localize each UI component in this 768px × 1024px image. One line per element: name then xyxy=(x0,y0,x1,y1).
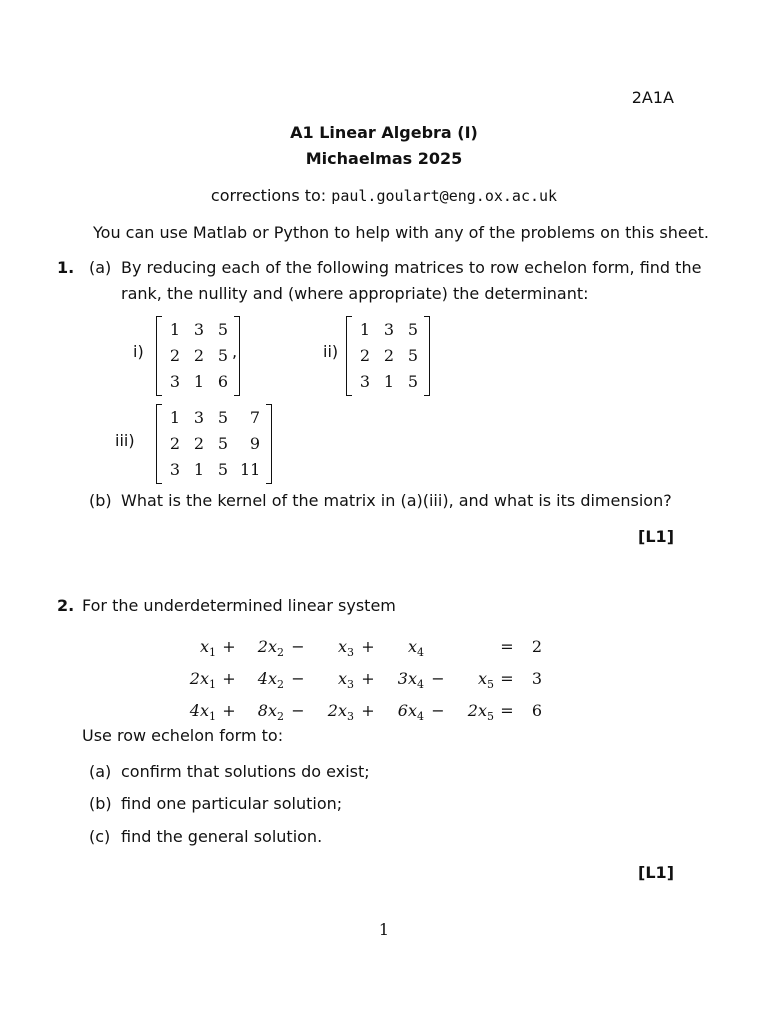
equation-term xyxy=(312,668,354,696)
equation-term xyxy=(382,636,424,664)
variable-x: x xyxy=(199,637,209,656)
equation-rhs: 3 xyxy=(531,669,542,689)
linear-system xyxy=(170,636,542,729)
matrix-cell: 5 xyxy=(217,346,228,365)
matrix-cell: 2 xyxy=(383,346,394,365)
variable-x: x xyxy=(337,669,347,689)
variable-index: 2 xyxy=(277,646,284,660)
variable-index: 5 xyxy=(487,710,494,724)
matrix-label-ii: ii) xyxy=(323,342,339,361)
equation-operator: + xyxy=(222,701,236,721)
equation-term: $2x_5$ xyxy=(467,701,494,724)
matrix-cell: 2 xyxy=(193,434,204,453)
matrix-cell: 2 xyxy=(169,346,180,365)
q1-number: 1. xyxy=(57,258,75,277)
variable-index: 3 xyxy=(347,710,354,724)
matrix-cell: 2 xyxy=(359,346,370,365)
variable-index: 1 xyxy=(209,710,216,724)
equation-operator: − xyxy=(431,701,445,721)
variable-index: 4 xyxy=(417,678,424,692)
variable-x: x xyxy=(199,669,209,689)
variable-index: 1 xyxy=(209,646,216,660)
variable-x: x xyxy=(477,669,487,689)
matrix-cell: 5 xyxy=(217,320,228,339)
q1-level: [L1] xyxy=(638,527,674,546)
equation-term: $4x_2$ xyxy=(257,669,284,692)
intro-text: You can use Matlab or Python to help with any of the problems on this sheet. xyxy=(93,223,709,242)
q2-number: 2. xyxy=(57,596,75,615)
matrix-cell: 2 xyxy=(193,346,204,365)
q1b-label: (b) xyxy=(89,491,112,510)
matrix-cell: 5 xyxy=(217,434,228,453)
variable-index: 1 xyxy=(209,678,216,692)
matrix-cell: 1 xyxy=(193,372,204,391)
matrix-cell: 7 xyxy=(249,408,260,427)
matrix-cell: 5 xyxy=(217,460,228,479)
equation-term: $6x_4$ xyxy=(397,701,424,724)
equation-term xyxy=(312,636,354,664)
equation-operator: − xyxy=(291,637,305,656)
equation-term: $2x_2$ xyxy=(257,637,284,660)
matrix-ii xyxy=(346,316,430,396)
equation-operator: + xyxy=(361,701,375,721)
variable-x: x xyxy=(267,669,277,689)
corrections-line xyxy=(0,188,768,204)
page-number: 1 xyxy=(378,920,390,939)
variable-index: 2 xyxy=(277,678,284,692)
equation-term: $4x_1$ xyxy=(189,701,216,724)
equation-term: $8x_2$ xyxy=(257,701,284,724)
variable-x: x xyxy=(337,637,347,656)
variable-index: 4 xyxy=(417,646,424,660)
matrix-iii xyxy=(156,404,272,484)
corrections-email[interactable]: paul.goulart@eng.ox.ac.uk xyxy=(331,187,558,205)
q1a-label: (a) xyxy=(89,258,112,277)
matrix-cell: 3 xyxy=(383,320,394,339)
variable-index: 3 xyxy=(347,646,354,660)
equation-operator: − xyxy=(291,701,305,721)
matrix-cell: 1 xyxy=(383,372,394,391)
sheet-term: Michaelmas 2025 xyxy=(305,149,463,168)
matrix-cell: 1 xyxy=(193,460,204,479)
variable-x: x xyxy=(199,701,209,721)
equation-term: $2x_1$ xyxy=(189,669,216,692)
variable-x: x xyxy=(477,701,487,721)
matrix-cell: 3 xyxy=(193,408,204,427)
equation-term xyxy=(452,668,494,696)
q1b-text: What is the kernel of the matrix in (a)(iii), and what is its dimension? xyxy=(121,491,672,510)
variable-x: x xyxy=(267,701,277,721)
q1a-text-line2: rank, the nullity and (where appropriate) the determinant: xyxy=(121,284,589,303)
equation-operator: + xyxy=(222,669,236,689)
equation-term xyxy=(170,636,216,664)
q2a-label: (a) xyxy=(89,762,112,781)
sheet-title: A1 Linear Algebra (I) xyxy=(290,123,478,142)
matrix-cell: 3 xyxy=(359,372,370,391)
matrix-cell: 9 xyxy=(249,434,260,453)
equation-operator: + xyxy=(361,669,375,689)
matrix-cell: 3 xyxy=(169,372,180,391)
matrix-label-i: i) xyxy=(133,342,144,361)
q2b-label: (b) xyxy=(89,794,112,813)
equation-operator: + xyxy=(361,637,375,656)
equation-operator: = xyxy=(500,701,514,721)
q2a-text: confirm that solutions do exist; xyxy=(121,762,370,781)
equation-rhs: 2 xyxy=(531,637,542,656)
q2c-label: (c) xyxy=(89,827,111,846)
matrix-cell: 5 xyxy=(407,372,418,391)
matrix-i-comma: , xyxy=(232,342,238,361)
variable-index: 4 xyxy=(417,710,424,724)
variable-index: 2 xyxy=(277,710,284,724)
matrix-cell: 11 xyxy=(240,460,261,479)
variable-x: x xyxy=(267,637,277,656)
matrix-i xyxy=(156,316,240,396)
q2-level: [L1] xyxy=(638,863,674,882)
matrix-cell: 5 xyxy=(407,346,418,365)
matrix-cell: 1 xyxy=(169,320,180,339)
variable-x: x xyxy=(407,669,417,689)
matrix-cell: 1 xyxy=(169,408,180,427)
corrections-label: corrections to: xyxy=(210,186,327,205)
equation-term xyxy=(424,636,452,664)
q2-intro: For the underdetermined linear system xyxy=(82,596,396,615)
equation-rhs: 6 xyxy=(531,701,542,721)
matrix-cell: 6 xyxy=(217,372,228,391)
matrix-cell: 5 xyxy=(407,320,418,339)
q2c-text: find the general solution. xyxy=(121,827,323,846)
q2b-text: find one particular solution; xyxy=(121,794,343,813)
matrix-cell: 5 xyxy=(217,408,228,427)
equation-term xyxy=(452,636,494,664)
variable-x: x xyxy=(407,701,417,721)
variable-x: x xyxy=(337,701,347,721)
equation-term: $2x_3$ xyxy=(327,701,354,724)
variable-index: 5 xyxy=(487,678,494,692)
equation-operator: + xyxy=(222,637,236,656)
equation-operator: = xyxy=(500,669,514,689)
variable-x: x xyxy=(407,637,417,656)
matrix-cell: 3 xyxy=(169,460,180,479)
q1a-text-line1: By reducing each of the following matrices to row echelon form, find the xyxy=(121,258,702,277)
matrix-label-iii: iii) xyxy=(115,431,135,450)
equation-operator: − xyxy=(431,669,445,689)
matrix-cell: 1 xyxy=(359,320,370,339)
equation-operator: = xyxy=(500,637,514,656)
equation-operator: − xyxy=(291,669,305,689)
matrix-cell: 2 xyxy=(169,434,180,453)
matrix-cell: 3 xyxy=(193,320,204,339)
sheet-code: 2A1A xyxy=(631,88,674,107)
variable-index: 3 xyxy=(347,678,354,692)
q2-use-text: Use row echelon form to: xyxy=(82,726,284,745)
equation-term: $3x_4$ xyxy=(397,669,424,692)
